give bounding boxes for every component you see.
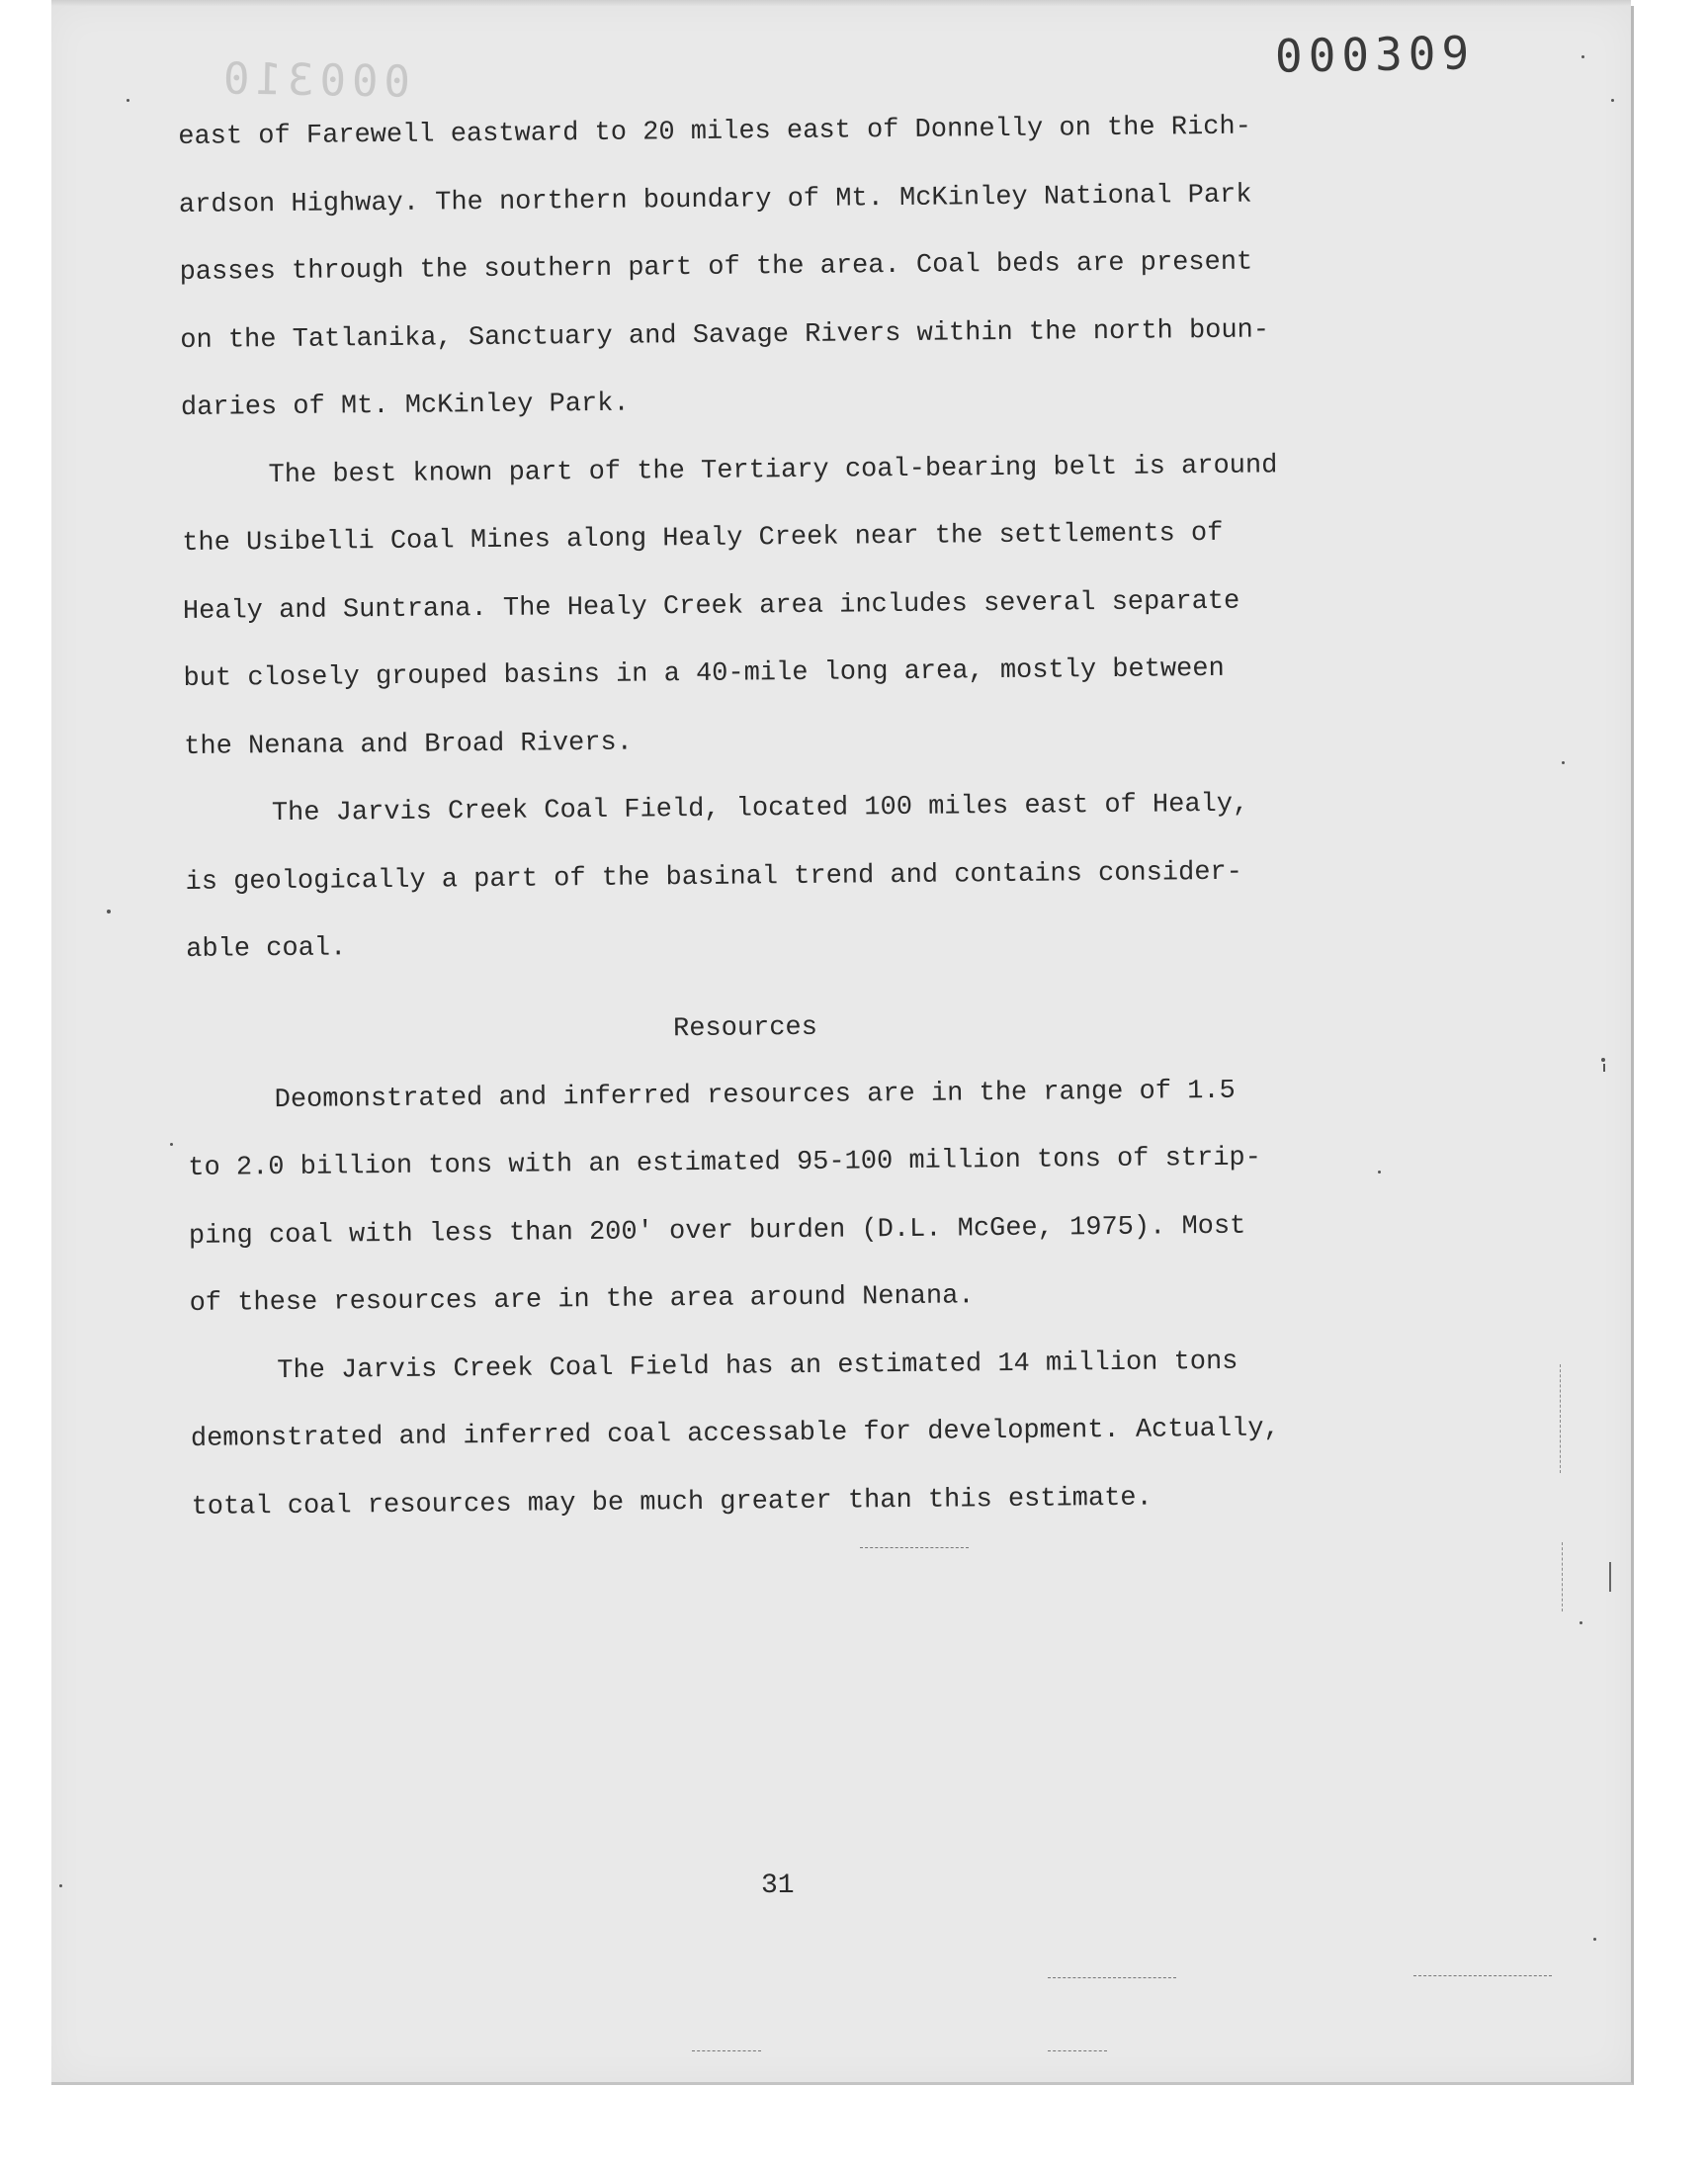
text-line: east of Farewell eastward to 20 miles east of Donnelly on the Rich- (178, 112, 1251, 152)
document-body (178, 92, 1378, 1540)
scan-speck (59, 1884, 62, 1887)
scan-mark (1048, 1977, 1176, 1978)
scan-speck (127, 99, 129, 102)
scan-speck (1601, 1058, 1605, 1062)
paragraph-2 (181, 431, 1370, 781)
stamp-number: 000309 (1274, 26, 1476, 83)
text-line: ping coal with less than 200' over burden (D.L. McGee, 1975). Most (188, 1211, 1246, 1252)
scan-mark (1413, 1975, 1552, 1976)
text-line: of these resources are in the area around Nenana. (189, 1281, 975, 1319)
paragraph-5 (190, 1327, 1378, 1541)
scan-speck (170, 1143, 173, 1146)
text-line: The Jarvis Creek Coal Field has an estimated 14 million tons (277, 1347, 1238, 1386)
text-line: Healy and Suntrana. The Healy Creek area includes several separate (182, 586, 1240, 627)
scan-mark (1048, 2050, 1107, 2051)
text-line: daries of Mt. McKinley Park. (180, 389, 630, 423)
text-line: total coal resources may be much greater than this estimate. (191, 1483, 1153, 1522)
scan-speck (107, 910, 111, 914)
text-line: Deomonstrated and inferred resources are in the range of 1.5 (274, 1076, 1236, 1115)
text-line: the Nenana and Broad Rivers. (184, 728, 634, 762)
ghost-stamp-number: 000310 (216, 53, 411, 108)
text-line: but closely grouped basins in a 40-mile long area, mostly between (183, 653, 1225, 694)
scan-speck (1378, 1171, 1381, 1174)
scan-mark (860, 1547, 969, 1548)
text-line: able coal. (186, 933, 347, 965)
scan-mark (692, 2050, 761, 2051)
scan-speck (1581, 55, 1584, 58)
text-line: The Jarvis Creek Coal Field, located 100 miles east of Healy, (271, 789, 1249, 829)
text-line: to 2.0 billion tons with an estimated 95-100 million tons of strip- (188, 1143, 1262, 1183)
text-line: passes through the southern part of the area. Coal beds are present (179, 247, 1253, 288)
scan-speck (1593, 1938, 1596, 1941)
paragraph-1 (178, 92, 1367, 442)
text-line: the Usibelli Coal Mines along Healy Creek near the settlements of (182, 518, 1224, 559)
page-number: 31 (761, 1870, 795, 1901)
scan-mark (1562, 1542, 1563, 1611)
scan-mark (1609, 1562, 1611, 1592)
text-line: on the Tatlanika, Sanctuary and Savage Rivers within the north boun- (180, 314, 1270, 356)
scan-speck (1562, 761, 1565, 764)
paragraph-3 (185, 769, 1373, 984)
scan-speck (1603, 1064, 1605, 1072)
section-heading: Resources (672, 1012, 818, 1044)
text-line: demonstrated and inferred coal accessable for development. Actually, (190, 1414, 1280, 1454)
scan-speck (1580, 1621, 1582, 1624)
scan-speck (1611, 99, 1614, 102)
text-line: The best known part of the Tertiary coal-bearing belt is around (268, 450, 1278, 490)
paragraph-4 (187, 1056, 1376, 1339)
scan-mark (1560, 1364, 1561, 1473)
text-line: ardson Highway. The northern boundary of Mt. McKinley National Park (178, 180, 1252, 220)
text-line: is geologically a part of the basinal trend and contains consider- (185, 857, 1243, 898)
